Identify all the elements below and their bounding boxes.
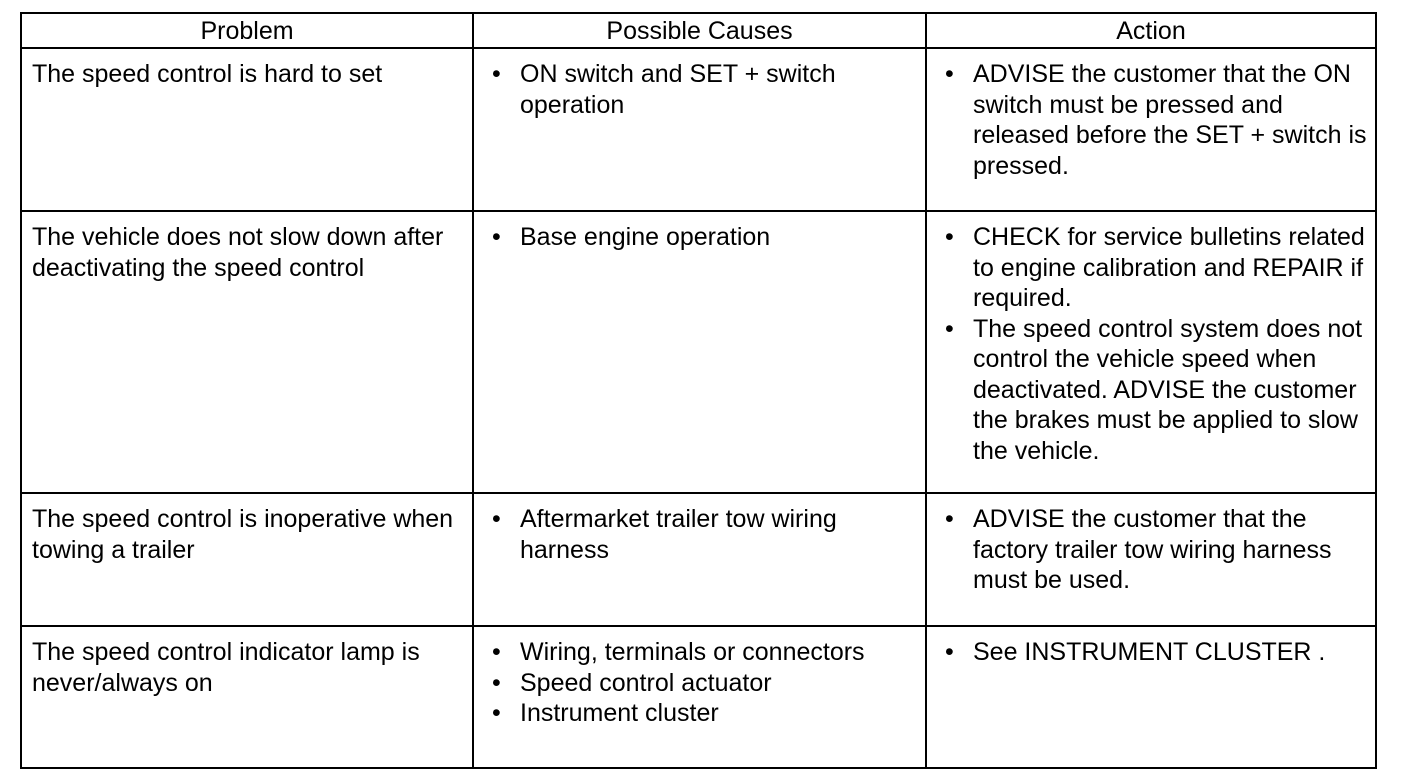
action-item: • CHECK for service bulletins related to engine calibration and REPAIR if required. xyxy=(945,222,1367,314)
cause-item: • Speed control actuator xyxy=(492,668,917,699)
causes-cell xyxy=(473,48,926,211)
table-row xyxy=(21,211,1376,493)
causes-list xyxy=(474,627,925,729)
actions-list xyxy=(927,49,1375,181)
header-problem: Problem xyxy=(21,13,473,48)
action-cell xyxy=(926,493,1376,626)
action-cell xyxy=(926,211,1376,493)
action-item: • The speed control system does not control the vehicle speed when deactivated. ADVISE the customer the brakes must be applied to slow the vehicle. xyxy=(945,314,1367,467)
symptom-chart-table xyxy=(20,12,1377,769)
actions-list xyxy=(927,212,1375,466)
problem-cell xyxy=(21,626,473,768)
action-item: • ADVISE the customer that the ON switch must be pressed and released before the SET + switch is pressed. xyxy=(945,59,1367,181)
problem-cell xyxy=(21,211,473,493)
causes-list xyxy=(474,212,925,253)
actions-list xyxy=(927,494,1375,596)
problem-text: The speed control is inoperative when towing a trailer xyxy=(32,505,454,564)
cause-item: • Aftermarket trailer tow wiring harness xyxy=(492,504,917,565)
causes-cell xyxy=(473,211,926,493)
action-cell xyxy=(926,626,1376,768)
header-action: Action xyxy=(926,13,1376,48)
actions-list xyxy=(927,627,1375,668)
problem-text: The vehicle does not slow down after deactivating the speed control xyxy=(32,223,444,282)
action-item: • See INSTRUMENT CLUSTER . xyxy=(945,637,1367,668)
problem-cell xyxy=(21,48,473,211)
cause-item: • Base engine operation xyxy=(492,222,917,253)
causes-list xyxy=(474,49,925,120)
header-possible-causes: Possible Causes xyxy=(473,13,926,48)
cause-item: • Instrument cluster xyxy=(492,698,917,729)
action-item: • ADVISE the customer that the factory trailer tow wiring harness must be used. xyxy=(945,504,1367,596)
causes-cell xyxy=(473,493,926,626)
problem-text: The speed control is hard to set xyxy=(32,60,383,88)
cause-item: • ON switch and SET + switch operation xyxy=(492,59,917,120)
problem-text: The speed control indicator lamp is never/always on xyxy=(32,638,420,697)
table-row xyxy=(21,48,1376,211)
table-row xyxy=(21,493,1376,626)
problem-cell xyxy=(21,493,473,626)
cause-item: • Wiring, terminals or connectors xyxy=(492,637,917,668)
action-cell xyxy=(926,48,1376,211)
causes-cell xyxy=(473,626,926,768)
header-row xyxy=(21,13,1376,48)
causes-list xyxy=(474,494,925,565)
table-row xyxy=(21,626,1376,768)
